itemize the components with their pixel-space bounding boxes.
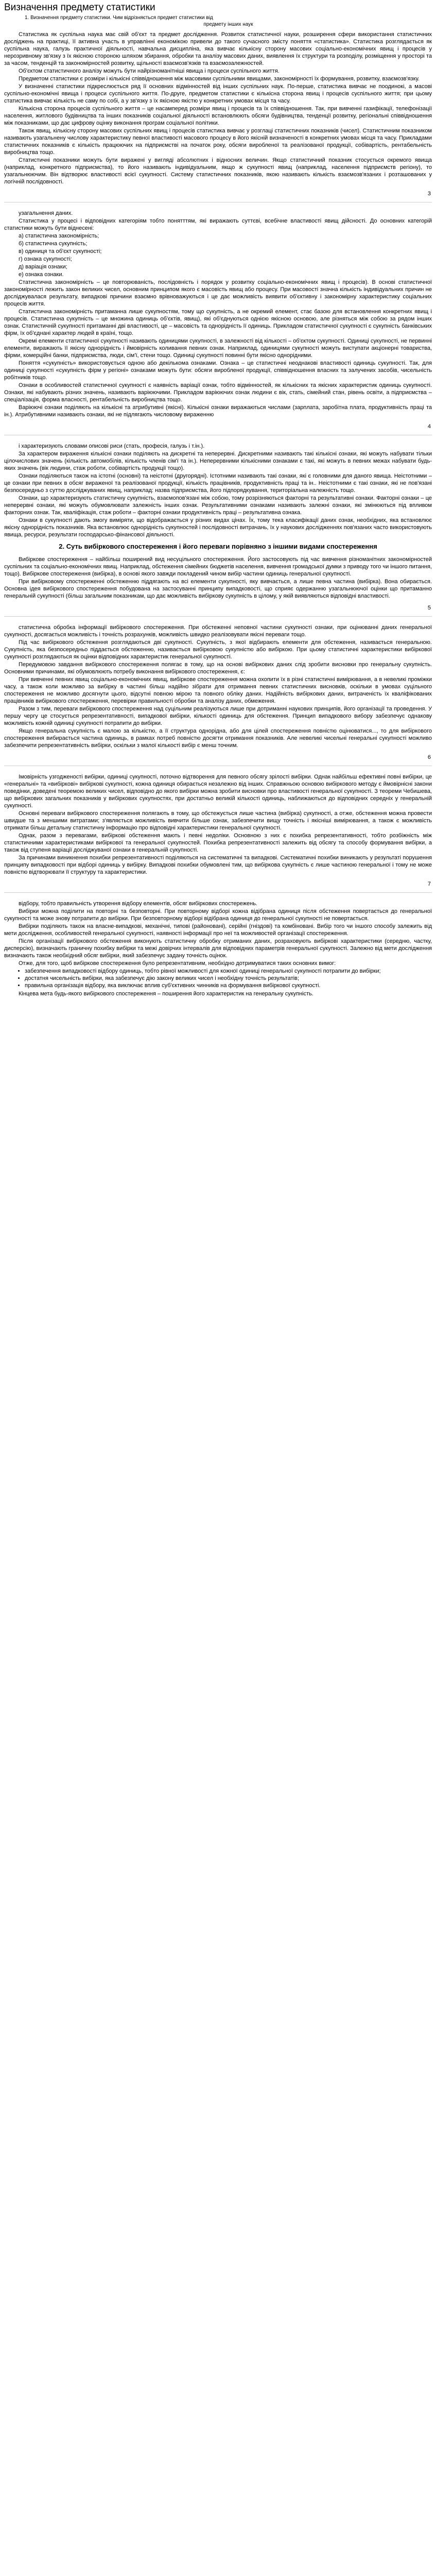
toc-item[interactable]: 1. Визначення предмету статистики. Чим відрізняється предмет статистики від — [25, 15, 213, 21]
page-5 — [4, 773, 432, 893]
paragraph: Поняття «сукупність» використовується одною або декількома ознаками. Ознака – це статистичні неоднакові властивості одиниць сукупності. Так, для одиниці сукупності «сукупність фірм у регіоні» ознаками можуть бути: обсяги виробленої продукції, співвідношення власних та залучених засобів, чисельність робітників тощо. — [4, 360, 432, 381]
list-item: • достатня чисельність вибірки, яка забезпечує дію закону великих чисел і необхідну точність результатів; — [25, 975, 432, 982]
page-number: 6 — [427, 754, 431, 760]
paragraph: і характеризують словами описові риси (стать, професія, галузь і т.ін.). — [19, 443, 205, 449]
page-4 — [4, 624, 432, 766]
paragraph: Основні переваги вибіркового спостереження полягають в тому, що обстежується лише частина (вибірка) сукупності, а отже, обстеження можна провести швидше та з меншими витратами; з'являється можливість вивчити більше ознак, забезпечити вищу точність і якісніші вимірювання, а також є можливість отримати більш детальну статистичну інформацію про відповідні характеристики генеральної сукупності. — [4, 810, 432, 831]
paragraph: При вибірковому спостереженні обстеженню піддягають на всі елементи сукупності, яку вивчається, а лише певна частина (вибірка). Вона обирається. Основна ідея вибіркового спостереження побудована на застосуванні принципу випадковості, що сприяє одержанню узагальнюючої оцінки що притаманно генеральній сукупності (більш загальним показникам, що дає можливість вибіркову сукупність в цілому, у якій виявляються відповідні властивості. — [4, 579, 432, 599]
list-item: г) ознака сукупності; — [19, 256, 72, 262]
page-number: 4 — [427, 423, 431, 430]
page-number: 3 — [427, 191, 431, 197]
paragraph: Вибірки поділяють також на власне-випадкові, механічні, типові (районовані), серійні (гніздові) та комбіновані. Вибір того чи іншого способу залежить від мети дослідження, особливостей генеральної сукупності, наявності інформації про неї та можливостей організації спостереження. — [4, 923, 432, 937]
paragraph: Статистика як суспільна наука має свій об'єкт та предмет дослідження. Розвиток статистичної науки, розширення сфери використання статистичних досліджень на практиці, її активна участь в управлінні економікою привели до такого сучасного змісту поняття «статистика». Статистика розглядається як суспільна наука, галузь практичної діяльності, навчальна дисципліна, яка вивчає кількісну сторону масових соціально-економічних явищ і процесів у нерозривному зв'язку з їх якісною стороною шляхом збирання, обробки та аналізу масових даних, виявлення їх структури та розподілу, розміщення у просторі та за часом, тенденцій та закономірностей розвитку, щільності взаємозв'язків та взаємозалежностей. — [4, 31, 432, 66]
page-3 — [4, 443, 432, 617]
list-item: д) варіація ознаки; — [19, 264, 67, 270]
bullet-list — [25, 968, 432, 989]
section-heading: 2. Суть вибіркового спостереження і його переваги порівняно з іншими видами спостереження — [59, 543, 377, 550]
paragraph: Вибіркове спостереження – найбільш поширений вид несуцільного спостереження. Його застосовують під час вивчення різноманітних закономірностей суспільних та соціально-економічних явищ. Наприклад, обстеження сімейних бюджетів населення, вивчення громадської думки з приводу того чи іншого питання, тощо). Вибіркове спостереження (вибірка), в основі якого завжди покладений чином вибір частини одиниць генеральної сукупності. — [4, 556, 432, 577]
paragraph: Також явищ, кількісну сторону масових суспільних явищ і процесів статистика вивчає у розглаці статистичних показників (чисел). Статистичним показником називають узагальнену числову характеристику певної властивості масового процесу в його якісній визначеності в конкретних умовах місця та часу. Прикладами статистичних показників є кількість працюючих на підприємстві на початок року, обсяги виробленої та реалізованої продукції, собівартість, рентабельність виробництва тощо. — [4, 128, 432, 156]
paragraph: Ознаки, що характеризують статистичну сукупність, взаємопов'язані між собою, тому розрізняються факторні та результативні ознаки. Факторні ознаки – це неперервні ознаки, які можуть обумовлювати залежність інших ознак. Результативними ознаками називають залежні ознаки, які змінюються під впливом факторних ознак. Так, кваліфікація, стаж роботи – факторні ознаки продуктивність праці – результативна ознака. — [4, 495, 432, 516]
paragraph: статистична обробка інформації вибіркового спостереження. При обстеженні неповної частини сукупності ознаки, при оцінюванні даних генеральної сукупності, досягається можливість і точність розрахунків, можливість швидко реалізовувати якісні переваги тощо. — [4, 624, 432, 638]
paragraph: Окремі елементи статистичної сукупності називають одиницями сукупності, в залежності від кількості – об'єктом сукупності. Одиниці сукупності, не первинні елементи, виражають її якісну однорідність і ймовірність коливання певних ознак. Наприклад, одиницями сукупності можуть виступати акціонерні товариства, фірми, комерційні банки, підприємства, люди, сім'ї, стени тощо. Одиниці сукупності повинні бути якісно однорідними. — [4, 338, 432, 359]
list-item: в) одиниця та об'єкт сукупності; — [19, 248, 102, 255]
paragraph: Передумовою завдання вибіркового спостереження полягає в тому, що на основі вибіркових даних слід зробити висновки про генеральну сукупність. Основними причинами, які обумовлюють потребу виконання вибіркового спостереження, є: — [4, 662, 432, 675]
paragraph: Статистика у процесі і відповідних категоріям тобто понятттям, які виражають суттєві, всебічне властивості явищ дійсності. До основних категорій статистики можуть бути віднесені: — [4, 218, 432, 231]
page-separator — [4, 892, 432, 893]
paragraph: Разом з тим, переваги вибіркового спостереження над суцільним реалізуються лише при дотриманні наукових принципів, його організації та проведення. У першу чергу це стосується репрезентативності, випадкової вибірки, кількості одиниць для обстеження. Принцип випадкового вибору забезпечує однакову можливість кожній одиниці сукупності потрапити до вибірки. — [4, 706, 432, 726]
document-title: Визначення предмету статистики — [4, 2, 155, 13]
table-of-contents — [4, 14, 432, 28]
page-6 — [4, 900, 432, 997]
toc-item[interactable]: предмету інших наук — [203, 22, 253, 27]
page-1 — [4, 31, 432, 202]
paragraph: Ознаки в сукупності дають змогу виміряти, що відображається у різних видах цінах. Їх, тому тека класифікації даних ознак, необхідних, яка встановлює якісну однорідність показників. Яка встановлює однорідність сукупностей і послідовності витрачань, їх у наукових дослідженнях пов'язаних часто використовують явища, ресурси, результати господарсько-фінансової діяльності. — [4, 517, 432, 538]
paragraph: Об'єктом статистичного аналізу можуть бути найрізноманітніші явища і процеси суспільного життя. — [19, 68, 280, 74]
paragraph: узагальнення даних. — [19, 210, 73, 216]
paragraph: При вивченні певних явищ соціально-економічних явищ, вибіркове спостереження можна охопити їх в різні статистичні вимірювання, а в невеликі проміжки часу, а також коли можливо за вибірку в частині більш надійно зібрати для отримання певних статистичних висновків, оскільки в умовах суцільного спостереження не можливо досягнути цього, відсутні повною мірою та повного обліку даних. Надійність вибіркових даних, витраченість їх кваліфікованих працівників вибіркового спостереження, перевірки правильності обробки та аналізу даних, обмеження. — [4, 676, 432, 704]
paragraph: Варіюючі ознаки поділяють на кількісні та атрибутивні (якісні). Кількісні ознаки виражаються числами (зарплата, заробітна плата, продуктивність праці та ін.). Атрибутивними називають ознаки, які не підлягають числовому вираженню — [4, 404, 432, 418]
list-item: е) ознака ознаки. — [19, 272, 64, 278]
list-item: • забезпечення випадковості відбору одиниць, тобто рівної можливості для кожної одиниці генеральної сукупності потрапити до вибірки; — [25, 968, 432, 975]
page-2 — [4, 210, 432, 435]
paragraph: Кількісна сторона процесів суспільного життя – це насамперед розміри явищ і процесів та їх співвідношення. Так, при вивченні газифікації, телефонізації населення, житлового будівництва та інших показників соціальної діяльності встановлюють обсяги будівництва, тенденції розвитку, регіональні співвідношення між показниками, що дає цифрову оцінку виконання програм соціальної політики. — [4, 106, 432, 126]
paragraph: Кінцева мета будь-якого вибіркового спостереження – поширення його характеристик на генеральну сукупність. — [19, 991, 313, 997]
list-item: • правильна організація відбору, яка виключає вплив суб'єктивних чинників на формування вибіркової сукупності. — [25, 982, 432, 989]
paragraph: У визначенні статистики підкреслюється ряд її основних відмінностей від інших суспільних наук. По-перше, статистика вивчає не поодинокі, а масові суспільно-економічні явища і процеси суспільного життя. По-друге, предметом статистики є кількісна сторона явищ і процесів суспільного життя; при цьому статистика вивчає кількість не саму по собі, а у зв'язку з їх якісною якістю у конкретних умовах місця та часу. — [4, 83, 432, 104]
paragraph: відбору, тобто правильність утворення відбору елементів, обсяг вибіркових спостережень. — [19, 901, 257, 907]
list-item: а) статистична закономірність; — [19, 233, 99, 239]
paragraph: Отже, для того, щоб вибіркове спостереження було репрезентативним, необхідно дотримуватися таких основних вимог: — [19, 960, 336, 967]
paragraph: За характером вираження кількісні ознаки поділяють на дискретні та неперервні. Дискретними називають такі кількісні ознаки, які можуть набувати тільки цілочислових значень (кількість автомобілів, кількість членів сім'ї та ін.). Неперервними кількісними ознаками є такі, які можуть в певних межах набувати будь-яких значень (вік людини, стаж роботи, собівартість продукції тощо). — [4, 451, 432, 471]
paragraph: Однак, разом з перевагами, вибіркові обстеження мають і певні недоліки. Основною з них є похибка репрезентативності, тобто розбіжність між статистичними характеристиками вибіркової та генеральної сукупностей. Похибка репрезентативності залежить від обсягу та способу формування вибірки, а також від ступеня варіації досліджуваної ознаки в генеральній сукупності. — [4, 833, 432, 853]
paragraph: Під час вибіркового обстеження розглядаються дві сукупності. Сукупність, з якої відбирають елементи для обстеження, називається генеральною. Сукупність, яка безпосередньо піддається обстеженню, називається вибірковою сукупністю або вибіркою. При цьому статистичні характеристики вибіркової сукупності розглядаються як оцінки відповідних характеристик генеральної сукупності. — [4, 639, 432, 660]
paragraph: За причинами виникнення похибки репрезентативності поділяються на систематичні та випадкові. Систематичні похибки виникають у результаті порушення принципу випадковості при відборі одиниць у вибірку. Випадкові похибки обумовлені тим, що вибіркова сукупність є лише частиною генеральної і тому не може повністю відтворювати її структуру та характеристики. — [4, 855, 432, 875]
paragraph: Предметом статистики є розміри і кількісні співвідношення між масовими суспільними явищами, закономірності їх формування, розвитку, взаємозв'язку. — [19, 76, 420, 82]
paragraph: Після організації вибіркового обстеження виконують статистичну обробку отриманих даних, розраховують вибіркові характеристики (середню, частку, дисперсію), визначають граничну похибку вибірки та межі довірчих інтервалів для відповідних параметрів генеральної сукупності. Залежно від мети дослідження визначають також необхідний обсяг вибірки, який забезпечує задану точність оцінок. — [4, 938, 432, 959]
document — [0, 2, 436, 997]
page-number: 7 — [427, 881, 431, 887]
page-number: 5 — [427, 605, 431, 611]
paragraph: Статистична закономірність – це повторюваність, послідовність і порядок у розвитку соціально-економічних явищ і процесів). В основі статистичної закономірності лежить закон великих чисел, основним принципом якого є масовість явищ або процесу. При масовості значна кількість індивідуальних причин не досліджувалася результату, випадкові причини взаємно врівноважуються і це дає можливість виявити об'єктивну і закономірну характеристику соціальних процесів життя. — [4, 279, 432, 307]
paragraph: Статистична закономірність притаманна лише сукупностям, тому що сукупність, а не окремий елемент, стає базою для встановлення конкретних явищ і процесів. Статистична сукупність – це множина одиниць об'єктів, явищ), які об'єднуються однією якісною основою, але різняться між собою за рядом інших ознак. Статистичній сукупності притаманні дві властивості, це – масовість та однорідність її одиниць. Прикладом статистичної сукупності є сукупність банківських фірм, їх об'єднані характер людей в країні, тощо. — [4, 309, 432, 336]
paragraph: Імовірність узгодженості вибірки, одиниці сукупності, поточно відтворення для певного обсягу зрілості вибірки. Однак найбільш ефективні повні вибірки, це «генеральні» та «вибіркові» вибіркові сукупності, кожна одиниця обирається незалежно від інших. Справжньою основою вибіркового методу є ймовірнісні закони поведінки, доведені теоремою великих чисел, відповідно до якого вибірки можна зробити висновки про властивості генеральної сукупності. З теореми Чебишева, що вибіркових загальних показників у вибіркових сукупностях, при достатньо великій кількості одиниць, наближаються до відповідних середніх у генеральній сукупності. — [4, 774, 432, 809]
paragraph: Статистичні показники можуть бути виражені у вигляді абсолютних і відносних величин. Якщо статистичний показник стосується окремого явища (наприклад, конкретного підприємства), то його називають індивідуальним, якщо ж сукупності явищ (наприклад, населення підприємств регіону), то узагальнюючим. Він відтворює властивості всієї сукупності. Систему статистичних показників, якою називають кількість взаємозв'язаних і розташованих у логічній послідовності. — [4, 157, 432, 185]
list-item: б) статистична сукупність; — [19, 241, 88, 247]
paragraph: Вибірки можна поділити на повторні та безповторні. При повторному відборі кожна відібрана одиниця після обстеження повертається до генеральної сукупності та може знову потрапити до вибірки. При безповторному відборі відібрана одиниця до генеральної сукупності не повертається. — [4, 908, 432, 922]
paragraph: Ознаки в особливостей статистичної сукупності є наявність варіації ознак, тобто відмінностей, як кількісних та якісних характеристик одиниць сукупності. Ознаки, які набувають різних значень, називають варіюючими. Прикладом варіюючих ознак людини є вік, стать, сімейний стан, рівень освіти, а підприємства – спеціалізація, форма власності, рентабельність виробництва тощо. — [4, 382, 432, 403]
page-separator — [4, 616, 432, 617]
paragraph: Ознаки поділяються також на істотні (основні) та неістотні (другорядні). Істотними називають такі ознаки, які є головними для даного явища. Неістотними – це ознаки при певних в обсяг вираженої та реалізованої продукції, кількість працівників, продуктивність праці та ін.. Неістотними є такі ознаки, які не пов'язані безпосередньо з суттю досліджуваних явищ, наприклад: назва підприємства, його підпорядкування, територіальна належність тощо. — [4, 473, 432, 494]
paragraph: Якщо генеральна сукупність є малою за кількістю, а її структура однорідна, або для цілей спостереження повністю оцінюватися..., то для вибіркового спостереження вибирається частина одиниць, в рамках потреб повністю досягти отримання показників. Але невеликі чисельні генеральні сукупності можливо забезпечити репрезентативність вибірки, оскільки з малої кількості вибір є менш точним. — [4, 728, 432, 749]
